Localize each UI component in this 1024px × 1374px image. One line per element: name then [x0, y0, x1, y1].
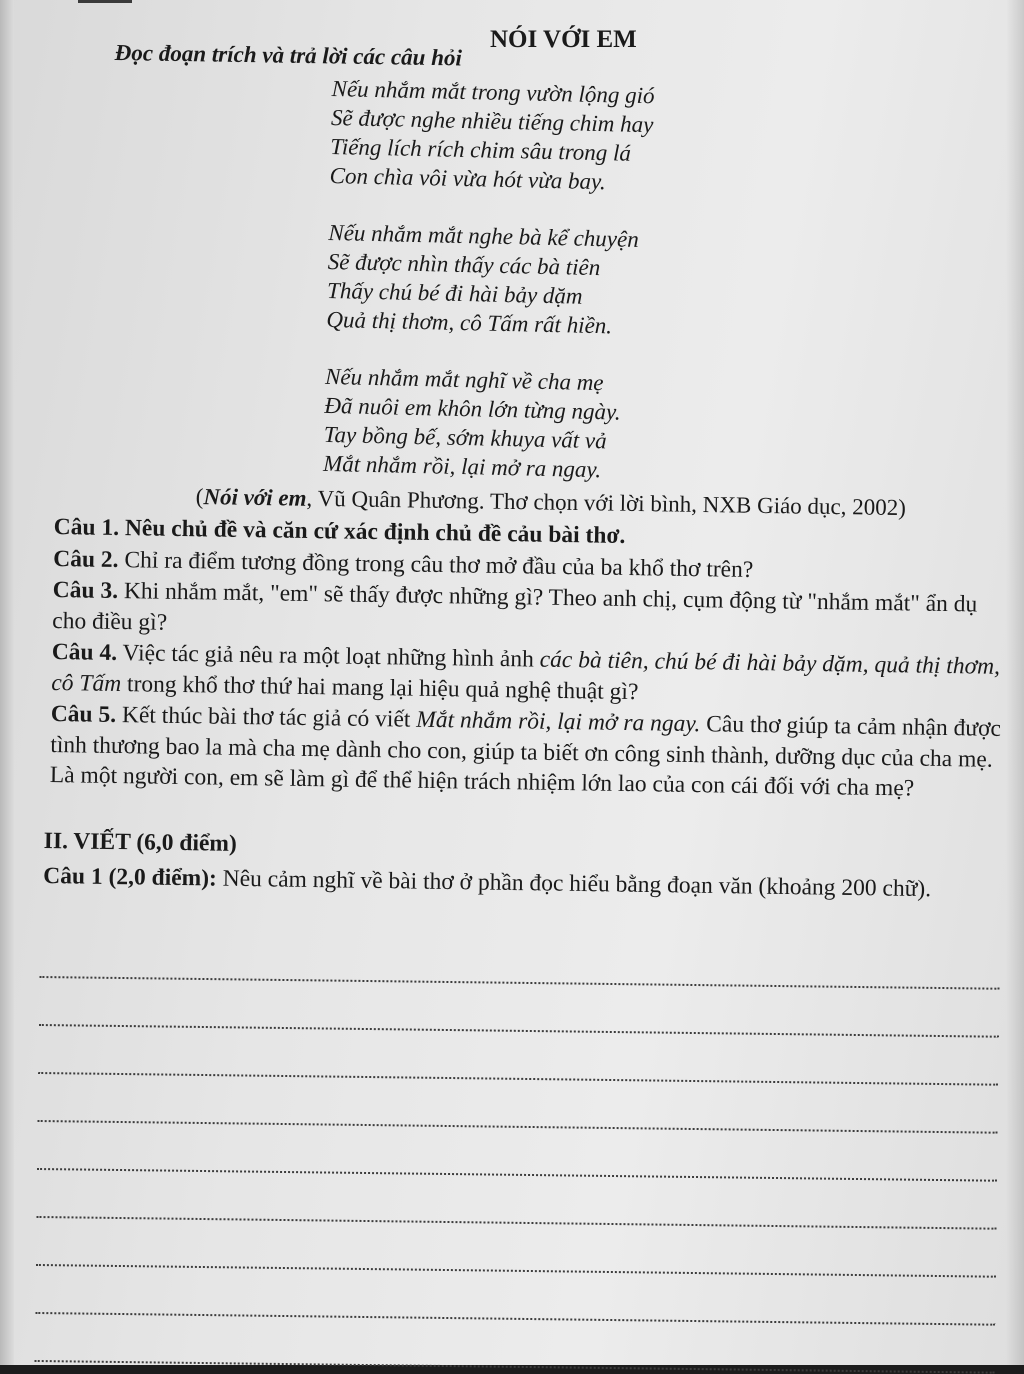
poem-line: Tay bồng bế, sớm khuya vất vả	[323, 421, 607, 454]
question-text: Khi nhắm mắt, "em" sẽ thấy được những gì? Theo anh chị, cụm động từ "nhắm mắt" ẩn dụ cho điều gì?	[52, 578, 978, 636]
poem-line: Tiếng lích rích chim sâu trong lá	[330, 133, 632, 166]
writing-section	[43, 826, 1006, 906]
question-quote: các bà tiên, chú bé đi hài bảy dặm, quả thị thơm, cô Tấm	[51, 646, 1001, 697]
poem-line: Mắt nhắm rồi, lại mở ra ngay.	[322, 450, 602, 483]
source-title: Nói với em	[203, 484, 307, 511]
corner-mark	[78, 0, 132, 3]
poem-line: Nếu nhắm mắt nghĩ về cha mẹ	[324, 363, 604, 396]
poem-line: Sẽ được nghe nhiều tiếng chim hay	[330, 104, 654, 138]
stanza-2	[326, 218, 749, 343]
question-label: Câu 1.	[53, 513, 120, 542]
poem	[322, 74, 752, 515]
poem-line: Quả thị thơm, cô Tấm rất hiền.	[326, 306, 613, 339]
question-text: trong khổ thơ thứ hai mang lại hiệu quả nghệ thuật gì?	[120, 670, 639, 705]
answer-lines	[35, 930, 1000, 1374]
stanza-3	[323, 362, 746, 487]
question-label: Câu 5.	[50, 700, 117, 728]
source-rest: , Vũ Quân Phương. Thơ chọn với lời bình, NXB Giáo dục, 2002)	[306, 485, 907, 521]
question-text: Kết thúc bài thơ tác giả có viết	[115, 702, 417, 733]
reading-instruction: Đọc đoạn trích và trả lời các câu hỏi	[114, 40, 463, 71]
question-5	[50, 699, 1009, 806]
question-text: Chỉ ra điểm tương đồng trong câu thơ mở đầu của ba khổ thơ trên?	[118, 546, 754, 583]
poem-line: Thấy chú bé đi hài bảy dặm	[326, 277, 583, 309]
poem-line: Đã nuôi em khôn lớn từng ngày.	[324, 392, 622, 425]
source-open: (	[195, 484, 204, 510]
section-heading: II. VIẾT (6,0 điểm)	[43, 827, 237, 857]
poem-title: NÓI VỚI EM	[490, 26, 637, 53]
poem-line: Sẽ được nhìn thấy các bà tiên	[327, 248, 601, 281]
question-label: Câu 2.	[53, 545, 119, 573]
poem-line: Nếu nhắm mắt nghe bà kể chuyện	[328, 219, 640, 252]
question-text: Nêu cảm nghĩ về bài thơ ở phần đọc hiểu bằng đoạn văn (khoảng 200 chữ).	[216, 865, 932, 903]
poem-line: Nếu nhắm mắt trong vườn lộng gió	[331, 75, 655, 109]
question-label: Câu 1 (2,0 điểm):	[43, 862, 218, 892]
page-spine	[0, 0, 14, 1365]
question-label: Câu 3.	[52, 576, 119, 605]
stanza-1	[329, 74, 752, 199]
question-text: Nêu chủ đề và căn cứ xác định chủ đề cảu bài thơ.	[118, 515, 626, 549]
reading-questions	[50, 512, 1012, 807]
question-quote: Mắt nhắm rồi, lại mở ra ngay.	[416, 706, 701, 738]
question-text: Việc tác giả nêu ra một loạt những hình ảnh	[116, 640, 540, 673]
question-label: Câu 4.	[51, 638, 118, 667]
question-text: Câu thơ giúp ta cảm nhận được tình thương bao la mà cha mẹ dành cho con, giúp ta biết ơn công sinh thành, dưỡng dục của cha mẹ. Là một người con, em sẽ làm gì để thể hiện trách nhiệm lớn lao của con cái đối với cha mẹ?	[49, 711, 1002, 802]
poem-line: Con chìa vôi vừa hót vừa bay.	[329, 162, 607, 195]
